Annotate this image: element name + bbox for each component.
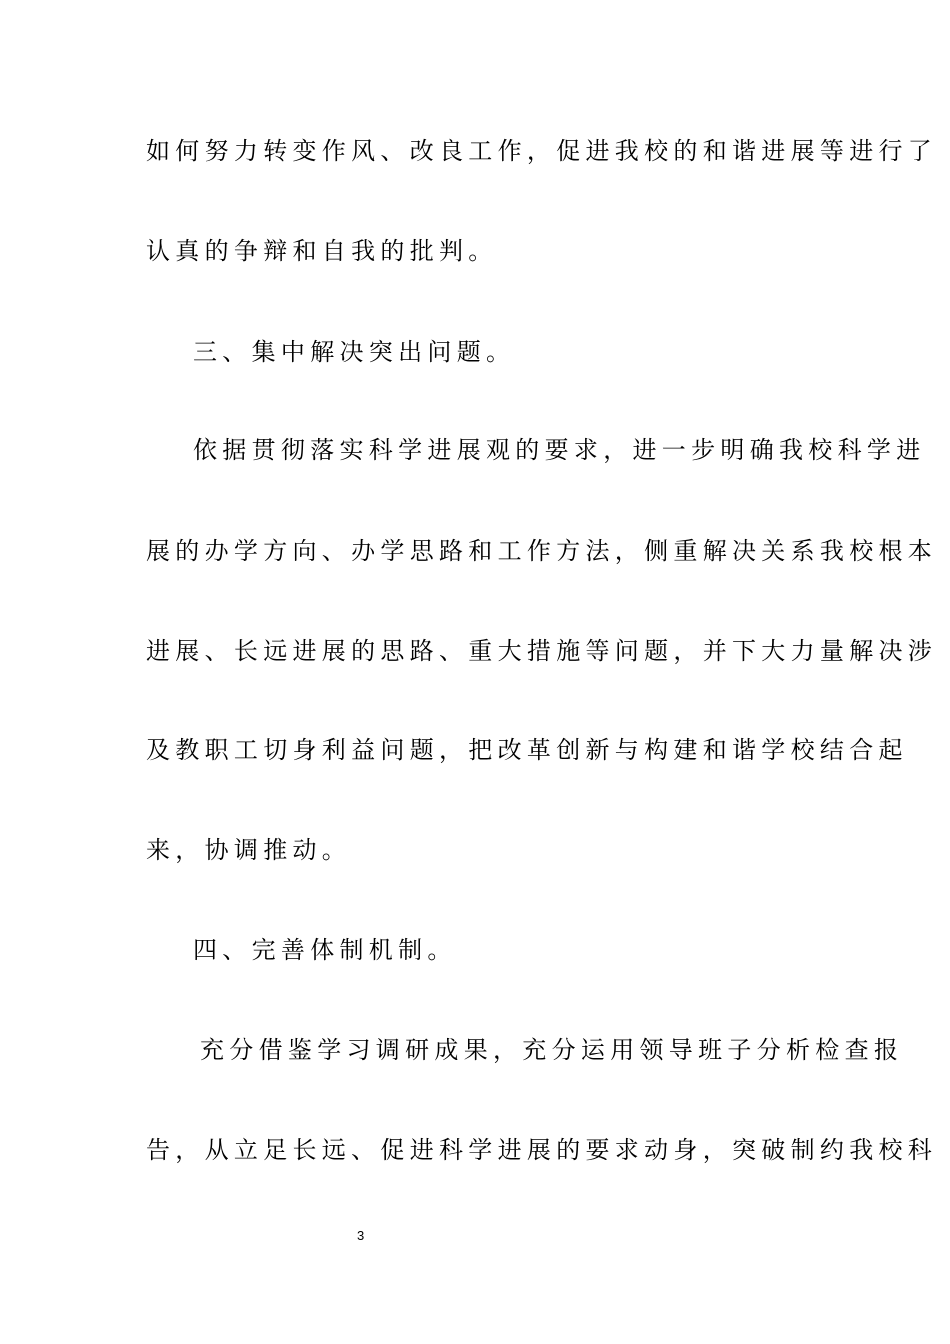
paragraph-line: 展的办学方向、办学思路和工作方法，侧重解决关系我校根本 — [146, 537, 938, 565]
paragraph-line: 如何努力转变作风、改良工作，促进我校的和谐进展等进行了 — [146, 137, 938, 165]
page-number: 3 — [357, 1228, 365, 1243]
section-heading: 四、完善体制机制。 — [193, 936, 457, 964]
paragraph-line: 告，从立足长远、促进科学进展的要求动身，突破制约我校科 — [146, 1136, 938, 1164]
paragraph-line: 及教职工切身利益问题，把改革创新与构建和谐学校结合起 — [146, 736, 908, 764]
paragraph-line: 来，协调推动。 — [146, 836, 352, 864]
paragraph-line: 认真的争辩和自我的批判。 — [146, 237, 498, 265]
paragraph-line: 进展、长远进展的思路、重大措施等问题，并下大力量解决涉 — [146, 637, 938, 665]
paragraph-line: 依据贯彻落实科学进展观的要求，进一步明确我校科学进 — [193, 436, 926, 464]
section-heading: 三、集中解决突出问题。 — [193, 338, 516, 366]
paragraph-line: 充分借鉴学习调研成果，充分运用领导班子分析检查报 — [200, 1036, 904, 1064]
